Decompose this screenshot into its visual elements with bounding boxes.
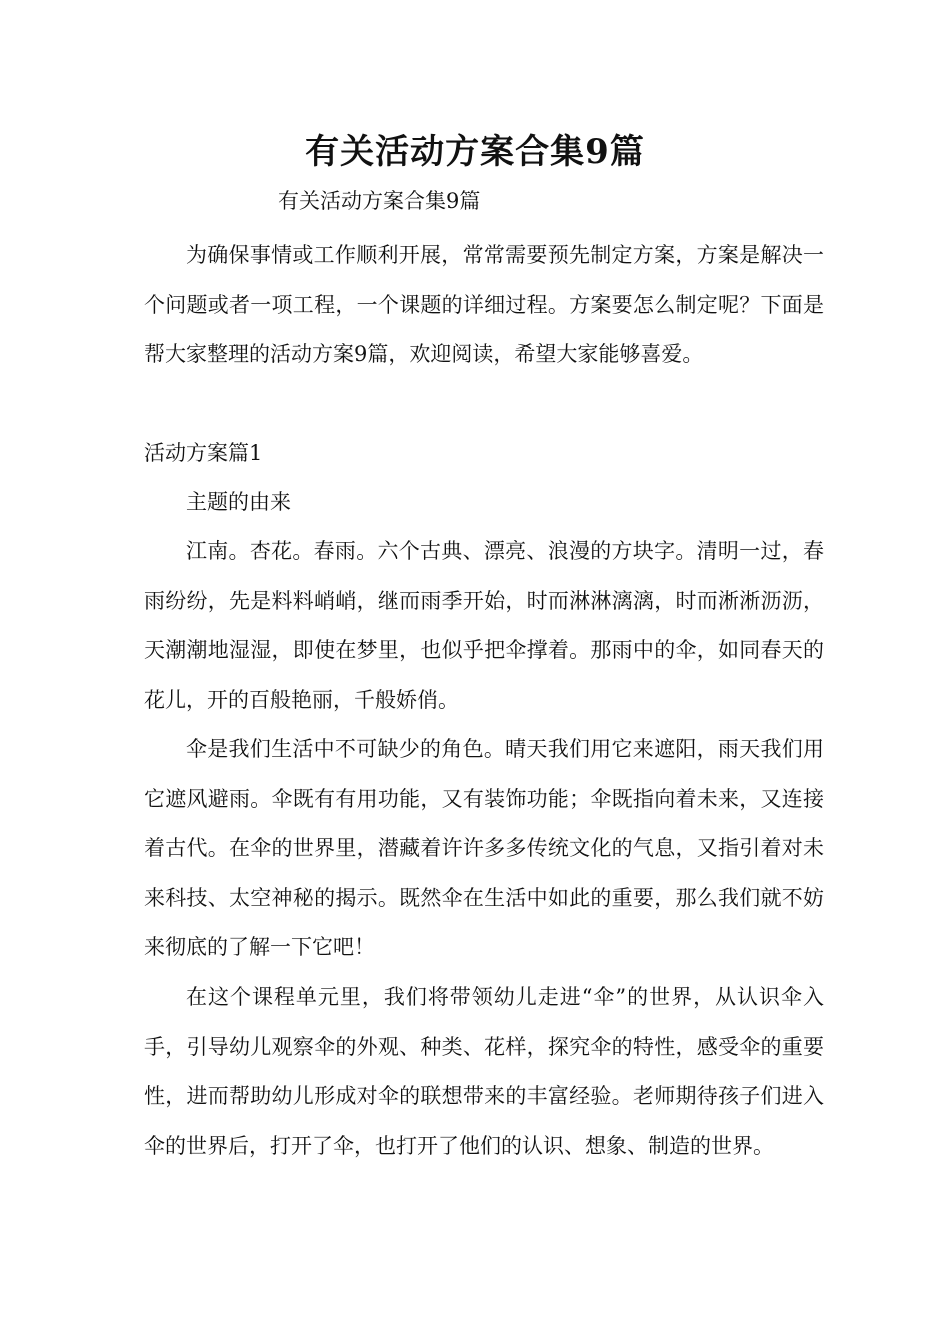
- sub-heading: 主题的由来: [186, 490, 291, 514]
- document-title: 有关活动方案合集9篇: [305, 132, 645, 172]
- section-heading: 活动方案篇1: [144, 441, 263, 465]
- document-subtitle: 有关活动方案合集9篇: [278, 189, 481, 213]
- body-paragraph: 江南。杏花。春雨。六个古典、漂亮、浪漫的方块字。清明一过，春雨纷纷，先是料料峭峭，继而雨季开始，时而淋淋漓漓，时而淅淅沥沥，天潮潮地湿湿，即使在梦里，也似乎把伞撑着。那雨中的伞，如同春天的花儿，开的百般艳丽，千般娇俏。: [144, 539, 824, 712]
- body-paragraph: 在这个课程单元里，我们将带领幼儿走进“伞”的世界，从认识伞入手，引导幼儿观察伞的外观、种类、花样，探究伞的特性，感受伞的重要性，进而帮助幼儿形成对伞的联想带来的丰富经验。老师期待孩子们进入伞的世界后，打开了伞，也打开了他们的认识、想象、制造的世界。: [144, 985, 824, 1158]
- body-paragraph: 伞是我们生活中不可缺少的角色。晴天我们用它来遮阳，雨天我们用它遮风避雨。伞既有有用功能，又有装饰功能；伞既指向着未来，又连接着古代。在伞的世界里，潜藏着许许多多传统文化的气息，又指引着对未来科技、太空神秘的揭示。既然伞在生活中如此的重要，那么我们就不妨来彻底的了解一下它吧！: [144, 737, 824, 960]
- intro-paragraph: 为确保事情或工作顺利开展，常常需要预先制定方案，方案是解决一个问题或者一项工程，一个课题的详细过程。方案要怎么制定呢？下面是帮大家整理的活动方案9篇，欢迎阅读，希望大家能够喜爱。: [144, 243, 824, 367]
